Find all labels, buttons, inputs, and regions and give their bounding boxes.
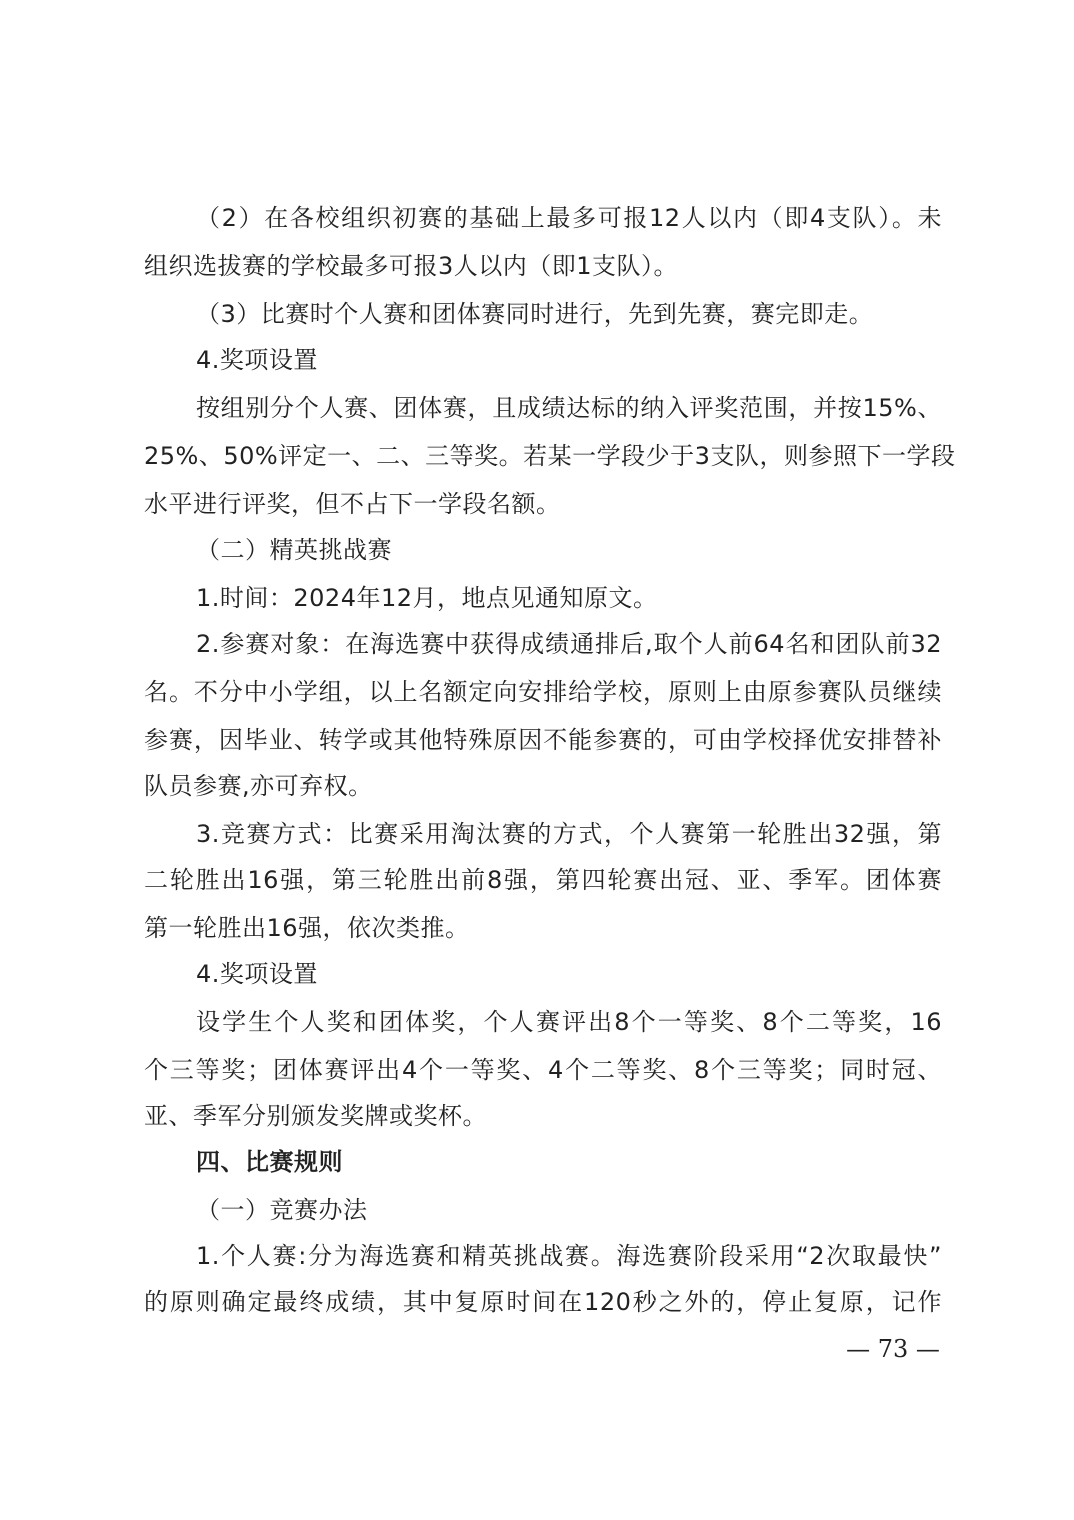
paragraph-line-5: 按组别分个人赛、团体赛，且成绩达标的纳入评奖范围，并按15%、: [196, 394, 942, 422]
paragraph-line-18: 设学生个人奖和团体奖，个人赛评出8个一等奖、8个二等奖，16: [196, 1008, 942, 1036]
paragraph-line-13: 队员参赛,亦可弃权。: [144, 772, 373, 800]
paragraph-line-6: 25%、50%评定一、二、三等奖。若某一学段少于3支队，则参照下一学段: [144, 442, 956, 470]
paragraph-line-10: 2.参赛对象：在海选赛中获得成绩通排后,取个人前64名和团队前32: [196, 630, 942, 658]
paragraph-line-16: 第一轮胜出16强，依次类推。: [144, 914, 470, 942]
paragraph-line-1: （2）在各校组织初赛的基础上最多可报12人以内（即4支队）。未: [196, 204, 942, 232]
page-number: — 73 —: [846, 1335, 940, 1363]
section-heading-competition-rules: 四、比赛规则: [196, 1148, 343, 1176]
section-heading-awards-1: 4.奖项设置: [196, 346, 318, 374]
paragraph-line-23: 1.个人赛:分为海选赛和精英挑战赛。海选赛阶段采用“2次取最快”: [196, 1242, 942, 1270]
paragraph-line-3: （3）比赛时个人赛和团体赛同时进行，先到先赛，赛完即走。: [196, 300, 874, 328]
paragraph-line-12: 参赛，因毕业、转学或其他特殊原因不能参赛的，可由学校择优安排替补: [144, 726, 942, 754]
paragraph-line-19: 个三等奖；团体赛评出4个一等奖、4个二等奖、8个三等奖；同时冠、: [144, 1056, 942, 1084]
paragraph-line-2: 组织选拔赛的学校最多可报3人以内（即1支队）。: [144, 252, 679, 280]
paragraph-line-14: 3.竞赛方式：比赛采用淘汰赛的方式，个人赛第一轮胜出32强，第: [196, 820, 942, 848]
section-heading-awards-2: 4.奖项设置: [196, 960, 318, 988]
paragraph-line-20: 亚、季军分别颁发奖牌或奖杯。: [144, 1102, 487, 1130]
paragraph-line-7: 水平进行评奖，但不占下一学段名额。: [144, 490, 561, 518]
paragraph-line-15: 二轮胜出16强，第三轮胜出前8强，第四轮赛出冠、亚、季军。团体赛: [144, 866, 942, 894]
section-heading-elite-challenge: （二）精英挑战赛: [196, 536, 392, 564]
paragraph-line-9: 1.时间：2024年12月，地点见通知原文。: [196, 584, 658, 612]
paragraph-line-24: 的原则确定最终成绩，其中复原时间在120秒之外的，停止复原，记作: [144, 1288, 942, 1316]
section-heading-competition-method: （一）竞赛办法: [196, 1196, 368, 1224]
paragraph-line-11: 名。不分中小学组，以上名额定向安排给学校，原则上由原参赛队员继续: [144, 678, 942, 706]
